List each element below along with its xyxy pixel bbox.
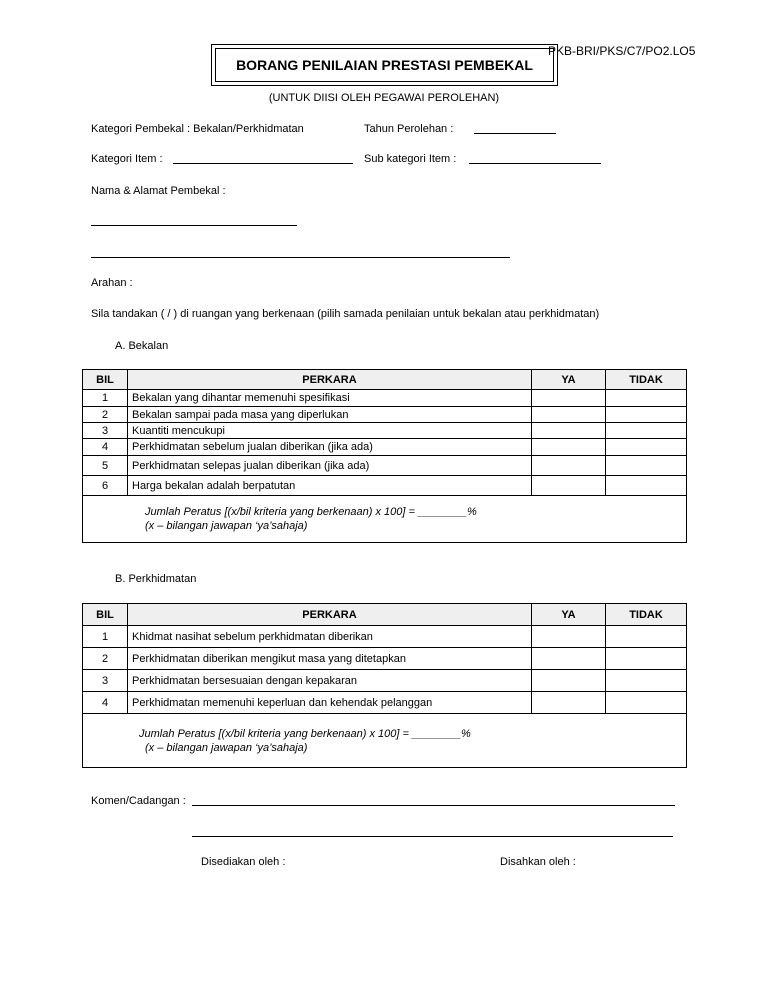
col-perkara: PERKARA: [128, 370, 532, 390]
total-cell: [83, 496, 687, 543]
table-row: [83, 648, 687, 670]
row-bil: 6: [83, 476, 128, 496]
arahan-text: Sila tandakan ( / ) di ruangan yang berkenaan (pilih samada penilaian untuk bekalan atau perkhidmatan): [91, 308, 600, 320]
tidak-checkbox-cell[interactable]: [606, 692, 687, 714]
form-code: PKB-BRI/PKS/C7/PO2.LO5: [548, 44, 696, 58]
total-row: [83, 714, 687, 768]
col-bil: BIL: [83, 370, 128, 390]
sub-kategori-item-field[interactable]: [469, 163, 601, 164]
section-a-heading: A. Bekalan: [115, 340, 169, 352]
row-bil: 1: [83, 626, 128, 648]
table-row: [83, 439, 687, 456]
row-bil: 5: [83, 456, 128, 476]
ya-checkbox-cell[interactable]: [532, 423, 606, 439]
total-note: (x – bilangan jawapan ‘ya’sahaja): [145, 741, 308, 754]
kategori-pembekal-label: Kategori Pembekal : Bekalan/Perkhidmatan: [91, 123, 304, 135]
ya-checkbox-cell[interactable]: [532, 407, 606, 423]
col-perkara: PERKARA: [128, 604, 532, 626]
komen-field-2[interactable]: [192, 836, 673, 837]
section-b-table: [82, 603, 687, 768]
total-formula: Jumlah Peratus [(x/bil kriteria yang berkenaan) x 100] = ________%: [145, 506, 477, 518]
section-b-heading: B. Perkhidmatan: [115, 573, 197, 585]
table-row: [83, 456, 687, 476]
tidak-checkbox-cell[interactable]: [606, 670, 687, 692]
table-row: [83, 390, 687, 407]
tahun-perolehan-label: Tahun Perolehan :: [364, 123, 454, 135]
col-ya: YA: [532, 370, 606, 390]
row-bil: 4: [83, 692, 128, 714]
row-bil: 2: [83, 407, 128, 423]
total-row: [83, 496, 687, 543]
kategori-item-label: Kategori Item :: [91, 153, 163, 165]
komen-label: Komen/Cadangan :: [91, 795, 186, 807]
row-perkara: Perkhidmatan sebelum jualan diberikan (jika ada): [128, 439, 532, 456]
total-note: (x – bilangan jawapan ‘ya’sahaja): [145, 520, 308, 532]
row-perkara: Bekalan yang dihantar memenuhi spesifikasi: [128, 390, 532, 407]
disahkan-label: Disahkan oleh :: [500, 856, 576, 868]
tidak-checkbox-cell[interactable]: [606, 626, 687, 648]
nama-alamat-label: Nama & Alamat Pembekal :: [91, 185, 226, 197]
tahun-perolehan-field[interactable]: [474, 133, 556, 134]
tidak-checkbox-cell[interactable]: [606, 439, 687, 456]
tidak-checkbox-cell[interactable]: [606, 648, 687, 670]
table-row: [83, 407, 687, 423]
table-row: [83, 692, 687, 714]
row-bil: 4: [83, 439, 128, 456]
row-perkara: Khidmat nasihat sebelum perkhidmatan diberikan: [128, 626, 532, 648]
ya-checkbox-cell[interactable]: [532, 476, 606, 496]
row-perkara: Perkhidmatan selepas jualan diberikan (jika ada): [128, 456, 532, 476]
col-bil: BIL: [83, 604, 128, 626]
ya-checkbox-cell[interactable]: [532, 439, 606, 456]
row-perkara: Bekalan sampai pada masa yang diperlukan: [128, 407, 532, 423]
komen-field-1[interactable]: [192, 805, 675, 806]
ya-checkbox-cell[interactable]: [532, 390, 606, 407]
section-a-table: [82, 369, 687, 543]
col-tidak: TIDAK: [606, 604, 687, 626]
nama-alamat-field-1[interactable]: [91, 225, 297, 226]
nama-alamat-field-2[interactable]: [91, 257, 510, 258]
row-perkara: Harga bekalan adalah berpatutan: [128, 476, 532, 496]
title-box: [211, 44, 558, 86]
total-formula: Jumlah Peratus [(x/bil kriteria yang berkenaan) x 100] = ________%: [139, 727, 471, 740]
table-row: [83, 423, 687, 439]
row-perkara: Perkhidmatan memenuhi keperluan dan kehendak pelanggan: [128, 692, 532, 714]
row-perkara: Perkhidmatan bersesuaian dengan kepakaran: [128, 670, 532, 692]
col-tidak: TIDAK: [606, 370, 687, 390]
ya-checkbox-cell[interactable]: [532, 626, 606, 648]
tidak-checkbox-cell[interactable]: [606, 407, 687, 423]
form-subtitle: (UNTUK DIISI OLEH PEGAWAI PEROLEHAN): [268, 92, 500, 104]
tidak-checkbox-cell[interactable]: [606, 476, 687, 496]
tidak-checkbox-cell[interactable]: [606, 456, 687, 476]
tidak-checkbox-cell[interactable]: [606, 390, 687, 407]
table-row: [83, 626, 687, 648]
ya-checkbox-cell[interactable]: [532, 648, 606, 670]
disediakan-label: Disediakan oleh :: [201, 856, 286, 868]
row-bil: 3: [83, 670, 128, 692]
row-perkara: Kuantiti mencukupi: [128, 423, 532, 439]
tidak-checkbox-cell[interactable]: [606, 423, 687, 439]
kategori-item-field[interactable]: [173, 163, 353, 164]
table-row: [83, 476, 687, 496]
form-title: BORANG PENILAIAN PRESTASI PEMBEKAL: [215, 48, 554, 82]
ya-checkbox-cell[interactable]: [532, 670, 606, 692]
arahan-label: Arahan :: [91, 277, 133, 289]
row-bil: 3: [83, 423, 128, 439]
sub-kategori-item-label: Sub kategori Item :: [364, 153, 457, 165]
col-ya: YA: [532, 604, 606, 626]
table-row: [83, 670, 687, 692]
ya-checkbox-cell[interactable]: [532, 692, 606, 714]
row-bil: 1: [83, 390, 128, 407]
total-cell: [83, 714, 687, 768]
ya-checkbox-cell[interactable]: [532, 456, 606, 476]
row-perkara: Perkhidmatan diberikan mengikut masa yang ditetapkan: [128, 648, 532, 670]
row-bil: 2: [83, 648, 128, 670]
